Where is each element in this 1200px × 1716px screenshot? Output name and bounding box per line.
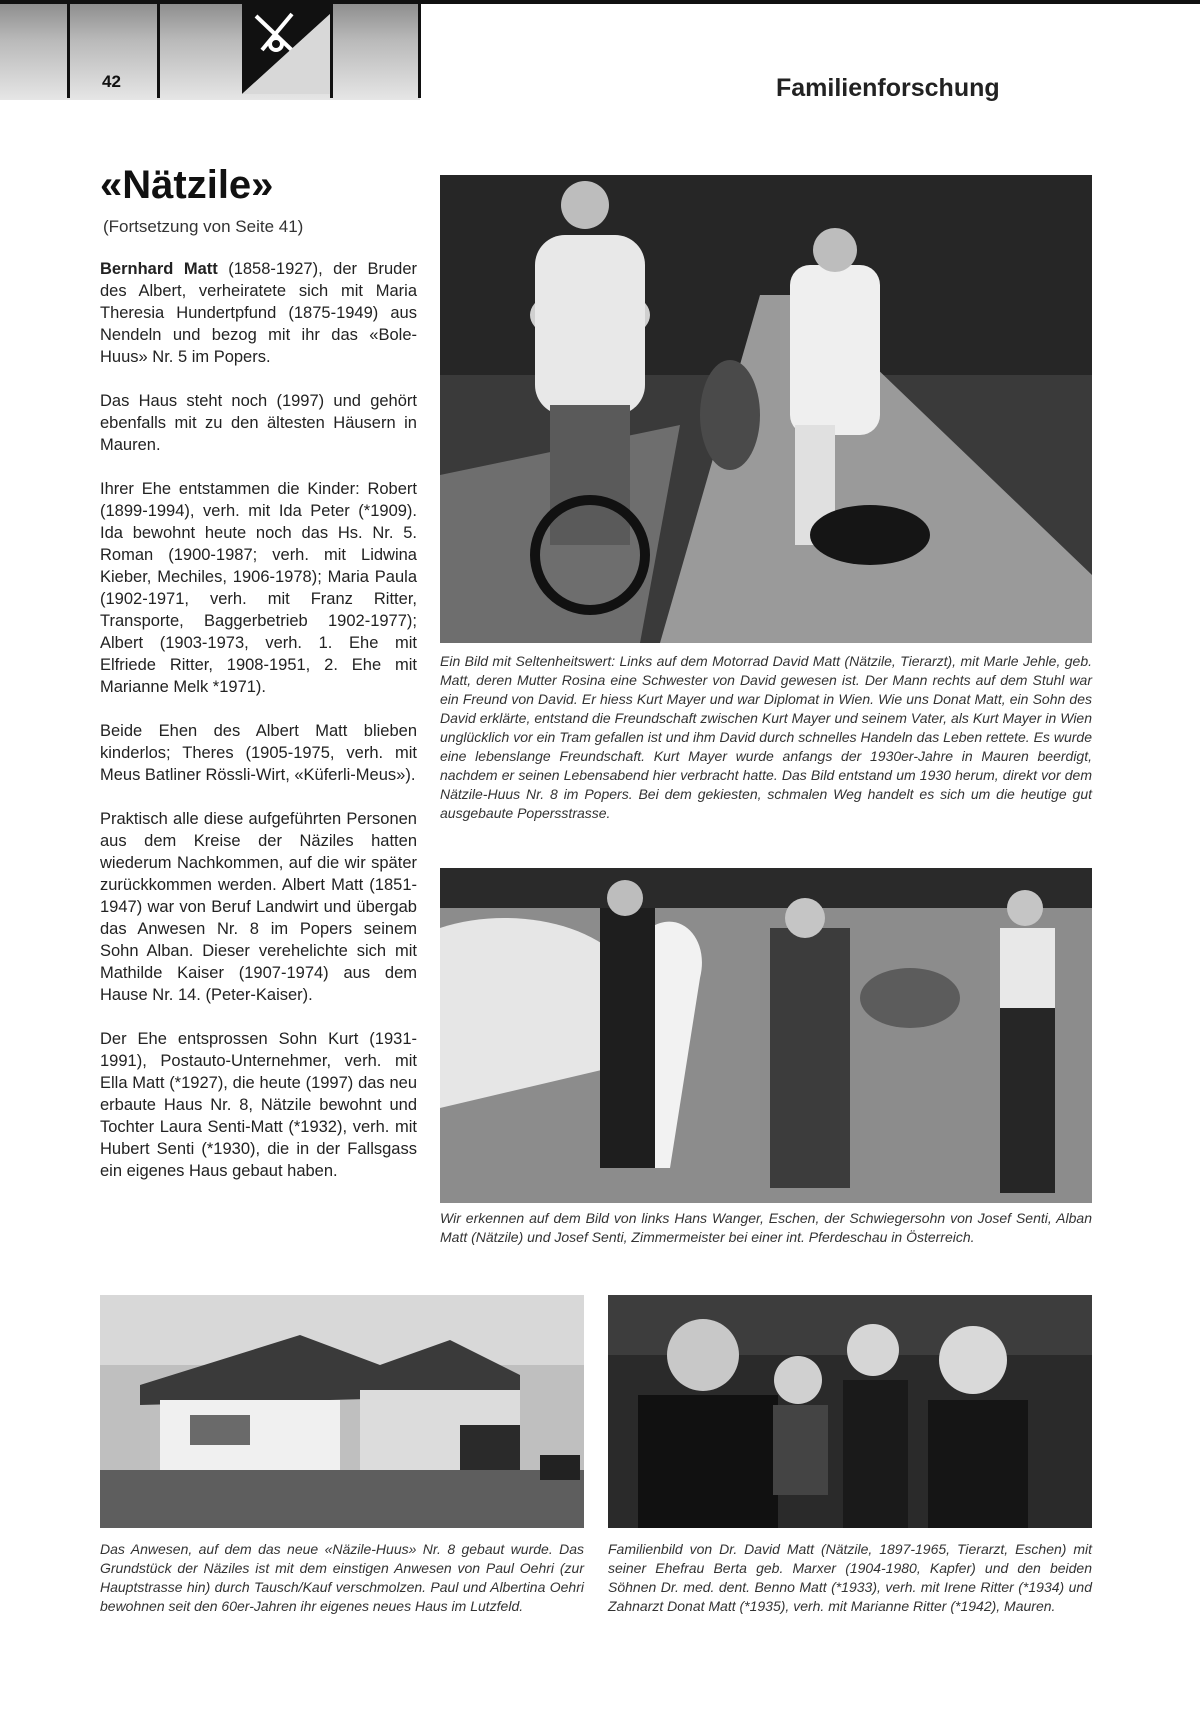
section-title: Familienforschung bbox=[776, 74, 1000, 102]
paragraph-6: Der Ehe entsprossen Sohn Kurt (1931-1991), Postauto-Unternehmer, verh. mit Ella Matt (*1927), die heute (1997) das neu erbaute Haus Nr. 8, Nätzile bewohnt und Tochter Laura Senti-Matt (*1932), verh. mit Hubert Senti (*1930), die in der Fallsgass ein eigenes Haus gebaut haben. bbox=[100, 1030, 417, 1180]
person-name-bernhard-matt: Bernhard Matt bbox=[100, 260, 218, 278]
paragraph-text: (1858-1927), der Bruder des Albert, verheiratete sich mit Maria Theresia Hundertpfund (1875-1949) aus Nendeln und bezog mit ihr das «Bole-Huus» Nr. 5 im Popers. bbox=[100, 260, 417, 366]
photo-family-portrait bbox=[608, 1295, 1092, 1528]
caption-family: Familienbild von Dr. David Matt (Nätzile, 1897-1965, Tierarzt, Eschen) mit seiner Ehefrau Berta geb. Marxer (1904-1980, Kapfer) und den beiden Söhnen Dr. med. dent. Benno Matt (*1933), verh. mit Irene Ritter (*1934) und Zahnarzt Donat Matt (*1935), verh. mit Marianne Ritter (*1942), Mauren. bbox=[608, 1541, 1092, 1614]
page-number: 42 bbox=[102, 72, 121, 91]
article-title: «Nätzile» bbox=[100, 163, 274, 207]
photo-house bbox=[100, 1295, 584, 1528]
header-divider bbox=[157, 0, 160, 98]
photo-horse-show bbox=[440, 868, 1092, 1203]
caption-house: Das Anwesen, auf dem das neue «Näzile-Huus» Nr. 8 gebaut wurde. Das Grundstück der Näziles ist mit dem einstigen Anwesen von Paul Oehri (zur Hauptstrasse hin) durch Tausch/Kauf verschmolzen. Paul und Albertina Oehri bewohnen seit den 60er-Jahren ihr eigenes neues Haus im Lutzfeld. bbox=[100, 1541, 584, 1614]
continuation-note: (Fortsetzung von Seite 41) bbox=[103, 217, 304, 236]
header-divider bbox=[330, 0, 333, 98]
caption-horse-show: Wir erkennen auf dem Bild von links Hans Wanger, Eschen, der Schwiegersohn von Josef Senti, Alban Matt (Nätzile) und Josef Senti, Zimmermeister bei einer int. Pferdeschau in Österreich. bbox=[440, 1210, 1092, 1245]
paragraph-4: Beide Ehen des Albert Matt blieben kinderlos; Theres (1905-1975, verh. mit Meus Batliner Rössli-Wirt, «Küferli-Meus»). bbox=[100, 722, 417, 784]
header-divider bbox=[67, 0, 70, 98]
crossed-tools-logo-icon bbox=[242, 4, 330, 94]
header-divider bbox=[418, 0, 421, 98]
paragraph-1 bbox=[100, 258, 417, 368]
paragraph-3: Ihrer Ehe entstammen die Kinder: Robert (1899-1994), verh. mit Ida Peter (*1909). Ida bewohnt heute noch das Hs. Nr. 5. Roman (1900-1987; verh. mit Lidwina Kieber, Mechiles, 1906-1978); Maria Paula (1902-1971, verh. mit Franz Ritter, Transporte, Baggerbetrieb 1902-1977); Albert (1903-1973, verh. 1. Ehe mit Elfriede Ritter, 1908-1951, 2. Ehe mit Marianne Melk *1971). bbox=[100, 480, 417, 696]
article-body bbox=[100, 258, 417, 1204]
paragraph-2: Das Haus steht noch (1997) und gehört ebenfalls mit zu den ältesten Häusern in Mauren. bbox=[100, 392, 417, 454]
photo-motorcycle-scene bbox=[440, 175, 1092, 643]
header-top-rule bbox=[0, 0, 1200, 4]
caption-motorcycle: Ein Bild mit Seltenheitswert: Links auf dem Motorrad David Matt (Nätzile, Tierarzt), mit Marle Jehle, geb. Matt, deren Mutter Rosina eine Schwester von David gewesen ist. Der Mann rechts auf dem Stuhl war ein Freund von David. Er hiess Kurt Mayer und war Diplomat in Wien. Wie uns Donat Matt, ein Sohn des David erklärte, entstand die Freundschaft zwischen Kurt Mayer und seinem Vater, als Kurt Mayer in Wien unglücklich vor ein Tram gefallen ist und ihm David durch schnelles Handeln das Leben rettete. Es wurde eine lebenslange Freundschaft. Kurt Mayer wurde anfangs der 1930er-Jahre in Mauren beerdigt, nachdem er seinen Lebensabend hier verbracht hatte. Das Bild entstand um 1930 herum, direkt vor dem Nätzile-Huus Nr. 8 im Popers. Bei dem gekiesten, schmalen Weg handelt es sich um die heutige gut ausgebaute Popersstrasse. bbox=[440, 653, 1092, 821]
paragraph-5: Praktisch alle diese aufgeführten Personen aus dem Kreise der Näziles hatten wiederum Nachkommen, auf die wir später zurückkommen werden. Albert Matt (1851-1947) war von Beruf Landwirt und übergab das Anwesen Nr. 8 im Popers seinem Sohn Alban. Dieser verehelichte sich mit Mathilde Kaiser (1907-1974) aus dem Hause Nr. 14. (Peter-Kaiser). bbox=[100, 810, 417, 1004]
